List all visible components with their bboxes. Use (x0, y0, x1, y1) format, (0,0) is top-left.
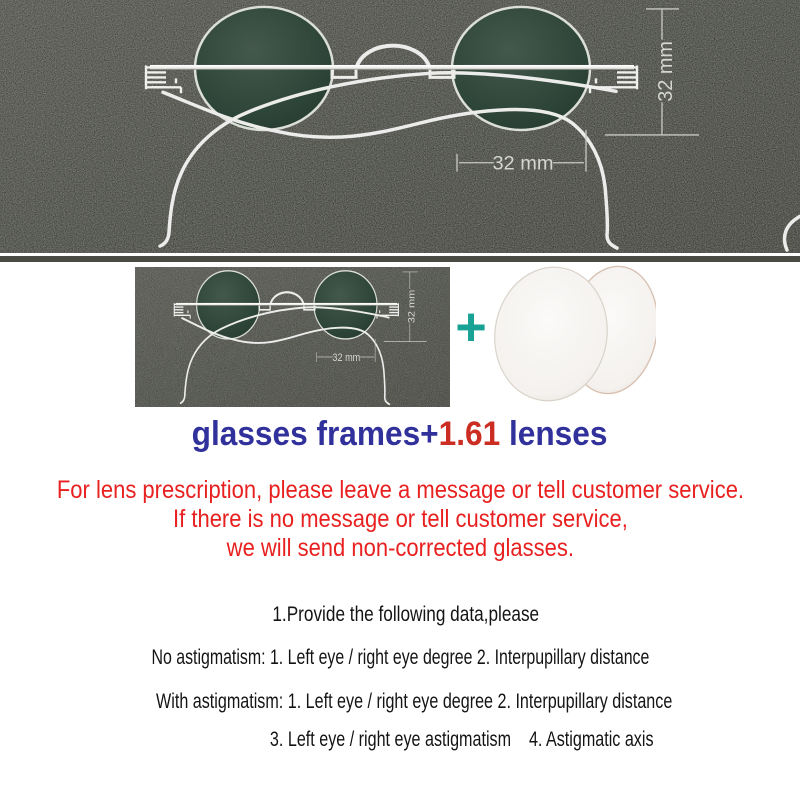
glasses-product-photo (0, 0, 800, 253)
instructions-intro: 1.Provide the following data,please (272, 602, 540, 626)
instructions-astigmatism-extra: 3. Left eye / right eye astigmatism 4. Astigmatic axis (270, 727, 654, 751)
title-lens-index: 1.61 (439, 415, 501, 453)
prescription-notice-line-2: If there is no message or tell customer service, (172, 505, 628, 533)
prescription-notice-line-1: For lens prescription, please leave a message or tell customer service. (56, 476, 744, 504)
prescription-notice-line-3: we will send non-corrected glasses. (226, 534, 574, 562)
instructions-with-astigmatism: With astigmatism: 1. Left eye / right eye degree 2. Interpupillary distance (155, 689, 673, 713)
glasses-frame-thumbnail-illustration (135, 267, 450, 407)
title-lenses-text: lenses (500, 415, 608, 453)
lenses-illustration (488, 256, 656, 408)
plus-icon: + (455, 297, 487, 357)
instructions-no-astigmatism: No astigmatism: 1. Left eye / right eye degree 2. Interpupillary distance (151, 645, 649, 669)
glasses-frame-illustration (0, 0, 800, 253)
title-frames-text: glasses frames+ (192, 415, 440, 453)
lens-pair-image (488, 256, 656, 408)
glasses-thumbnail-photo (135, 267, 450, 407)
product-title (0, 415, 800, 454)
section-divider (0, 256, 800, 262)
